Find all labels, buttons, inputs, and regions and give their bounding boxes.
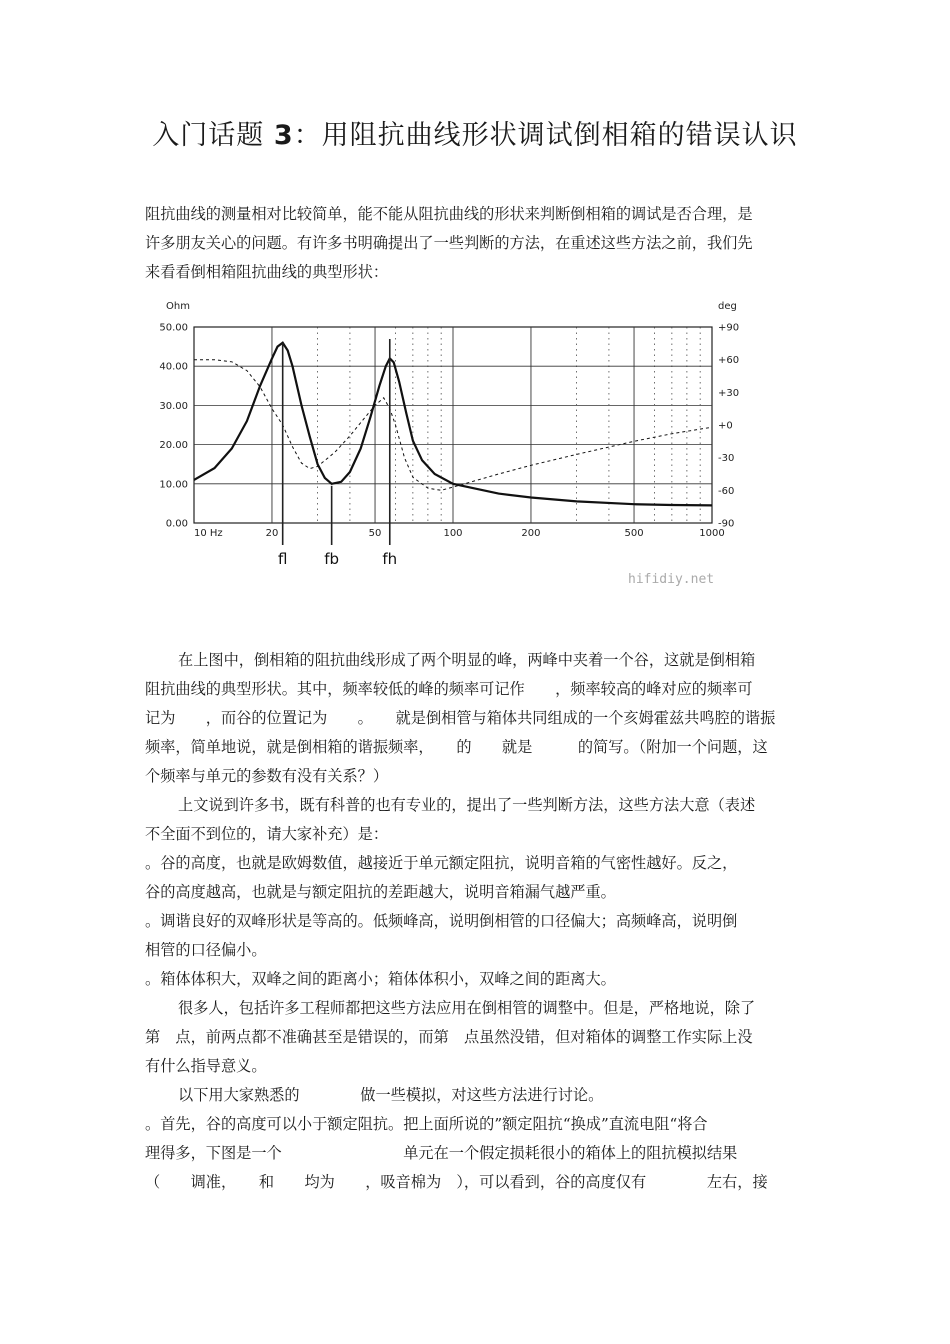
body-line: 上文说到许多书，既有科普的也有专业的，提出了一些判断方法，这些方法大意（表述 [178,796,756,814]
title-text: 入门话题 [152,120,274,151]
x-tick-label: 20 [265,528,279,539]
page-title [0,113,950,152]
y-right-axis-label: deg [718,301,737,312]
y-right-tick-label: -90 [718,518,735,530]
intro-line: 来看看倒相箱阻抗曲线的典型形状： [145,263,388,281]
chart-grid [194,327,712,523]
y-left-tick-label: 10.00 [159,479,188,491]
body-line: 在上图中，倒相箱的阻抗曲线形成了两个明显的峰，两峰中夹着一个谷，这就是倒相箱 [178,651,756,669]
body-line: 理得多，下图是一个 单元在一个假定损耗很小的箱体上的阻抗模拟结果 [145,1144,738,1162]
body-line: 。箱体体积大，双峰之间的距离小；箱体体积小，双峰之间的距离大。 [145,970,616,988]
body-line: 不全面不到位的，请大家补充）是： [145,825,388,843]
body-line: 谷的高度越高，也就是与额定阻抗的差距越大，说明音箱漏气越严重。 [145,883,616,901]
title-number: 3 [273,120,294,151]
x-tick-label: 500 [624,528,644,539]
watermark: hifidiy.net [628,572,715,587]
x-tick-label: 100 [443,528,463,539]
body-line: 相管的口径偏小。 [145,941,267,959]
x-tick-label: 10 Hz [194,528,223,539]
y-right-tick-label: +90 [718,322,740,334]
y-right-tick-label: +0 [718,420,733,432]
y-left-tick-label: 50.00 [159,322,188,334]
body-line: 。调谐良好的双峰形状是等高的。低频峰高，说明倒相管的口径偏大；高频峰高，说明倒 [145,912,738,930]
y-left-tick-label: 40.00 [159,361,188,373]
y-left-axis-label: Ohm [166,301,190,312]
y-right-tick-label: +60 [718,355,740,367]
y-right-tick-label: -60 [718,485,735,497]
title-text-2: ：用阻抗曲线形状调试倒相箱的错误认识 [293,120,798,151]
y-left-tick-label: 30.00 [159,400,188,412]
y-left-tick-label: 20.00 [159,440,188,452]
y-left-tick-label: 0.00 [165,518,188,530]
marker-label-fh: fh [382,550,398,568]
intro-line: 阻抗曲线的测量相对比较简单，能不能从阻抗曲线的形状来判断倒相箱的调试是否合理，是 [145,205,753,223]
body-line: 个频率与单元的参数有没有关系？） [145,767,388,785]
x-tick-label: 200 [521,528,541,539]
marker-label-fl: fl [277,550,288,568]
y-right-tick-label: +30 [718,387,740,399]
body-line: （ 调准， 和 均为 ，吸音棉为 ），可以看到，谷的高度仅有 左右，接 [145,1173,768,1191]
marker-label-fb: fb [324,550,340,568]
x-tick-label: 50 [368,528,382,539]
intro-line: 许多朋友关心的问题。有许多书明确提出了一些判断的方法，在重述这些方法之前，我们先 [145,234,753,252]
body-line: 很多人，包括许多工程师都把这些方法应用在倒相管的调整中。但是，严格地说，除了 [178,999,756,1017]
body-line: 频率，简单地说，就是倒相箱的谐振频率， 的 就是 的简写。（附加一个问题，这 [145,738,768,756]
y-right-tick-label: -30 [718,453,735,465]
impedance-chart [150,295,750,595]
body-line: 。谷的高度，也就是欧姆数值，越接近于单元额定阻抗，说明音箱的气密性越好。反之， [145,854,738,872]
body-line: 阻抗曲线的典型形状。其中，频率较低的峰的频率可记作 ，频率较高的峰对应的频率可 [145,680,753,698]
body-line: 第 点，前两点都不准确甚至是错误的，而第 点虽然没错，但对箱体的调整工作实际上没 [145,1028,753,1046]
body-line: 以下用大家熟悉的 做一些模拟，对这些方法进行讨论。 [178,1086,604,1104]
body-line: 有什么指导意义。 [145,1057,267,1075]
chart-ticks [159,323,739,540]
x-tick-label: 1000 [699,528,725,539]
body-line: 。首先，谷的高度可以小于额定阻抗。把上面所说的”额定阻抗“换成”直流电阻“将合 [145,1115,708,1133]
body-line: 记为 ，而谷的位置记为 。 就是倒相管与箱体共同组成的一个亥姆霍兹共鸣腔的谐振 [145,709,776,727]
